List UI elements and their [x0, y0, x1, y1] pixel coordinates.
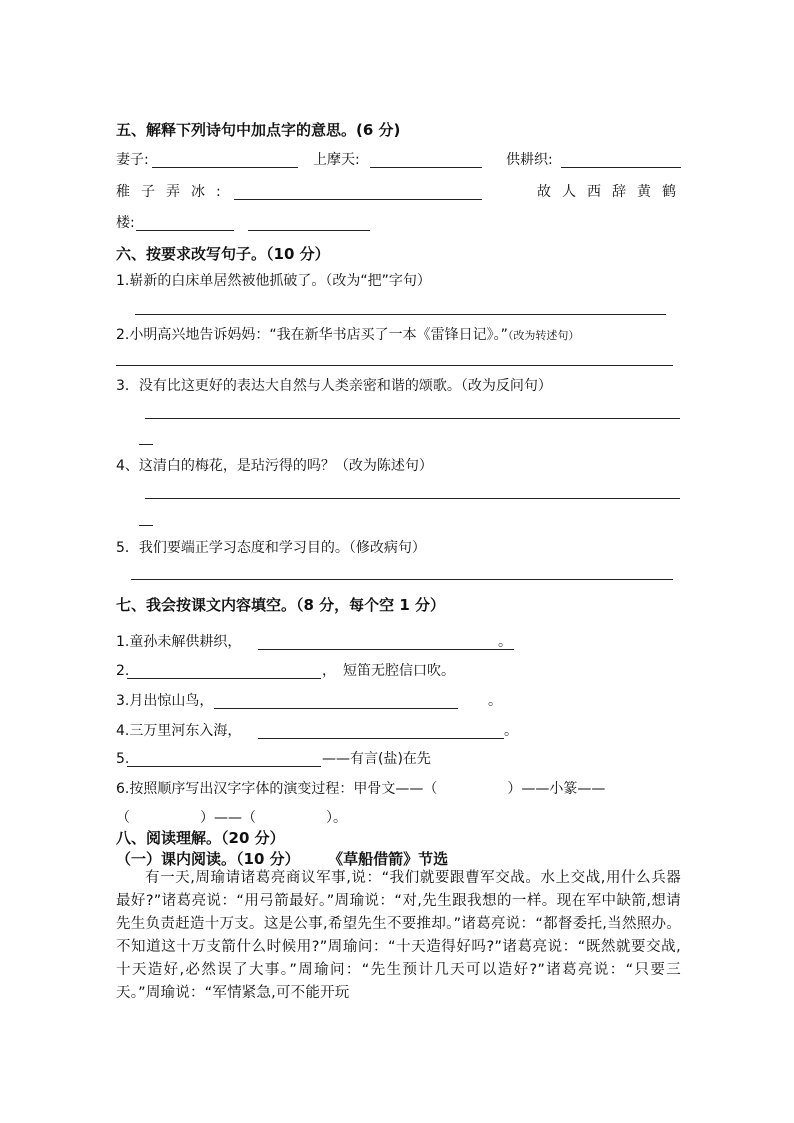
s6-answer-line-1[interactable]: [135, 314, 666, 315]
section-5-title: 五、解释下列诗句中加点字的意思。(6 分): [116, 121, 401, 139]
s7-blank-4[interactable]: [258, 738, 504, 739]
s6-question-3: 3．没有比这更好的表达大自然与人类亲密和谐的颂歌。（改为反问句）: [116, 378, 552, 394]
s7-question-5: 5.: [116, 751, 130, 767]
s8-passage-title: 《草船借箭》节选: [335, 850, 449, 868]
s7-question-6: 6.按照顺序写出汉字字体的演变过程：甲骨文——（ ）——小篆——: [116, 781, 606, 797]
s8-subsection-title: [116, 850, 448, 868]
item-zhizinongbing: 稚子弄冰:: [116, 184, 232, 200]
s8-subsection-label: （一）课内阅读。（10 分）: [116, 850, 300, 868]
s6-question-2-note: （改为转述句）: [507, 329, 580, 342]
item-gurenxici: 故人西辞黄鹤: [537, 184, 687, 200]
answer-blank-lou-2[interactable]: [248, 230, 370, 231]
answer-blank-qizi[interactable]: [152, 167, 298, 168]
item-shangmotian: 上摩天:: [313, 152, 360, 168]
item-gonggengzhi: 供耕织:: [506, 152, 553, 168]
answer-blank-lou-1[interactable]: [136, 230, 234, 231]
reading-passage: 有一天,周瑜请诸葛亮商议军事,说：“我们就要跟曹军交战。水上交战,用什么兵器最好?”诸葛亮说：“用弓箭最好。”周瑜说：“对,先生跟我想的一样。现在军中缺箭,想请先生负责赶造十万支。这是公事,希望先生不要推却。”诸葛亮说：“都督委托,当然照办。不知道这十万支箭什么时候用?”周瑜问：“十天造得好吗?”诸葛亮说：“既然就要交战,十天造好,必然误了大事。”周瑜问：“先生预计几天可以造好?”诸葛亮说：“只要三天。”周瑜说：“军情紧急,可不能开玩: [116, 870, 681, 1001]
s7-blank-5[interactable]: [127, 766, 321, 767]
s6-answer-line-3[interactable]: [145, 418, 680, 419]
answer-blank-gonggengzhi[interactable]: [561, 167, 681, 168]
s7-question-5-end: ——有言(盐)在先: [322, 751, 431, 767]
answer-blank-shangmotian[interactable]: [370, 167, 482, 168]
s6-question-4: 4、这清白的梅花，是玷污得的吗？（改为陈述句）: [116, 458, 433, 474]
s6-answer-line-4[interactable]: [145, 498, 680, 499]
s7-question-3: 3.月出惊山鸟，: [116, 693, 214, 709]
s6-answer-line-5[interactable]: [131, 579, 673, 580]
s7-question-3-end: 。: [488, 693, 502, 709]
s7-question-1: 1.童孙未解供耕织，: [116, 634, 242, 650]
s7-blank-2[interactable]: [127, 678, 321, 679]
answer-blank-zhizinongbing[interactable]: [234, 199, 482, 200]
item-qizi: 妻子:: [116, 152, 149, 168]
s7-blank-1[interactable]: [258, 649, 514, 650]
item-lou: 楼:: [116, 215, 135, 231]
s6-answer-line-4-cont[interactable]: [139, 525, 153, 526]
s7-question-4-end: 。: [504, 723, 518, 739]
s6-question-5: 5．我们要端正学习态度和学习目的。（修改病句）: [116, 540, 426, 556]
section-7-title: 七、我会按课文内容填空。（8 分，每个空 1 分）: [116, 596, 446, 614]
s7-question-1-end: 。: [498, 634, 512, 650]
section-8-title: 八、阅读理解。（20 分）: [116, 829, 285, 847]
s7-question-2: 2.: [116, 663, 130, 679]
s7-question-6-cont: （ ）——（ ）。: [116, 810, 347, 826]
s7-blank-3[interactable]: [214, 708, 458, 709]
s6-question-1: 1.崭新的白床单居然被他抓破了。（改为“把”字句）: [116, 273, 431, 289]
s6-question-2-text: 2.小明高兴地告诉妈妈：“我在新华书店买了一本《雷锋日记》。”: [116, 327, 508, 343]
s7-question-4: 4.三万里河东入海，: [116, 723, 242, 739]
s6-answer-line-2[interactable]: [116, 365, 673, 366]
s6-question-2: [116, 326, 579, 345]
s6-answer-line-3-cont[interactable]: [139, 444, 153, 445]
s7-question-2-end: ， 短笛无腔信口吹。: [322, 663, 455, 679]
section-6-title: 六、按要求改写句子。（10 分）: [116, 245, 330, 263]
